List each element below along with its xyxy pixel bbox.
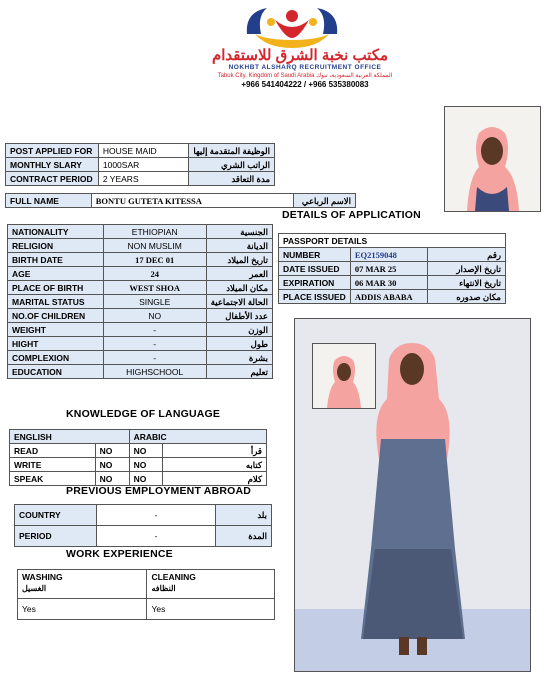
place-issued-value: ADDIS ABABA	[350, 290, 427, 304]
complexion-value: -	[103, 351, 206, 365]
passport-number-label-ar: رقم	[427, 248, 505, 262]
table-row	[279, 234, 506, 248]
passport-number-label: NUMBER	[279, 248, 351, 262]
person-icon	[313, 344, 375, 408]
height-value: -	[103, 337, 206, 351]
table-row	[10, 430, 267, 444]
experience-heading: WORK EXPERIENCE	[66, 548, 173, 560]
contract-period-label: CONTRACT PERIOD	[6, 172, 99, 186]
birth-date-label: BIRTH DATE	[8, 253, 104, 267]
place-issued-label: PLACE ISSUED	[279, 290, 351, 304]
country-value: -	[96, 505, 215, 526]
height-label: HIGHT	[8, 337, 104, 351]
passport-number-value: EQ2159048	[350, 248, 427, 262]
place-of-birth-value: WEST SHOA	[103, 281, 206, 295]
children-label-ar: عدد الأطفال	[206, 309, 272, 323]
post-applied-value: HOUSE MAID	[98, 144, 189, 158]
complexion-label: COMPLEXION	[8, 351, 104, 365]
salary-value: 1000SAR	[98, 158, 189, 172]
washing-label: WASHING	[22, 572, 63, 582]
speak-english: NO	[95, 472, 129, 486]
full-name-value: BONTU GUTETA KITESSA	[91, 194, 293, 208]
table-row	[8, 281, 273, 295]
period-value: -	[96, 526, 215, 547]
education-value: HIGHSCHOOL	[103, 365, 206, 379]
write-label: WRITE	[10, 458, 96, 472]
language-table	[9, 429, 267, 486]
logo	[237, 4, 347, 52]
passport-table	[278, 233, 506, 304]
speak-label-ar: كلام	[163, 472, 267, 486]
date-issued-value: 07 MAR 25	[350, 262, 427, 276]
age-value: 24	[103, 267, 206, 281]
religion-value: NON MUSLIM	[103, 239, 206, 253]
period-label-ar: المدة	[216, 526, 272, 547]
personal-details-table	[7, 224, 273, 379]
employment-table	[14, 504, 272, 547]
table-row	[10, 444, 267, 458]
washing-label-ar: الغسيل	[22, 584, 47, 593]
country-label-ar: بلد	[216, 505, 272, 526]
office-name-english: NOKHBT ALSHARQ RECRUITMENT OFFICE	[228, 64, 382, 71]
post-applied-label: POST APPLIED FOR	[6, 144, 99, 158]
table-row	[18, 570, 275, 599]
language-col-arabic: ARABIC	[129, 430, 266, 444]
office-address: Tabuk City, Kingdom of Saudi Arabia المملكة العربية السعودية، تبوك	[217, 73, 393, 79]
washing-value: Yes	[18, 599, 147, 620]
place-issued-label-ar: مكان صدوره	[427, 290, 505, 304]
table-row	[8, 323, 273, 337]
language-heading: KNOWLEDGE OF LANGUAGE	[66, 408, 221, 420]
nationality-value: ETHIOPIAN	[103, 225, 206, 239]
read-label: READ	[10, 444, 96, 458]
portrait-photo-small	[444, 106, 541, 212]
cleaning-value: Yes	[147, 599, 275, 620]
table-row	[6, 158, 275, 172]
contract-period-label-ar: مدة التعاقد	[189, 172, 275, 186]
table-row	[8, 351, 273, 365]
table-row	[279, 290, 506, 304]
table-row	[279, 248, 506, 262]
country-label: COUNTRY	[15, 505, 97, 526]
place-of-birth-label-ar: مكان الميلاد	[206, 281, 272, 295]
write-label-ar: كتابه	[163, 458, 267, 472]
age-label-ar: العمر	[206, 267, 272, 281]
person-icon	[445, 107, 540, 211]
table-row	[15, 526, 272, 547]
period-label: PERIOD	[15, 526, 97, 547]
cleaning-label: CLEANING	[151, 572, 196, 582]
table-row	[8, 365, 273, 379]
table-row	[279, 276, 506, 290]
expiration-label-ar: تاريخ الانتهاء	[427, 276, 505, 290]
language-col-english: ENGLISH	[10, 430, 130, 444]
portrait-photo-inset	[312, 343, 376, 409]
education-label-ar: تعليم	[206, 365, 272, 379]
weight-value: -	[103, 323, 206, 337]
cleaning-cell	[147, 570, 275, 599]
full-name-label: FULL NAME	[6, 194, 92, 208]
logo-mark-icon	[237, 4, 347, 52]
details-heading: DETAILS OF APPLICATION	[282, 209, 421, 221]
table-row	[8, 225, 273, 239]
job-table	[5, 143, 275, 186]
marital-status-label: MARITAL STATUS	[8, 295, 104, 309]
employment-heading: PREVIOUS EMPLOYMENT ABROAD	[66, 485, 252, 497]
marital-status-value: SINGLE	[103, 295, 206, 309]
religion-label: RELIGION	[8, 239, 104, 253]
nationality-label: NATIONALITY	[8, 225, 104, 239]
write-english: NO	[95, 458, 129, 472]
full-name-table	[5, 193, 356, 208]
nationality-label-ar: الجنسية	[206, 225, 272, 239]
table-row	[8, 267, 273, 281]
children-value: NO	[103, 309, 206, 323]
birth-date-value: 17 DEC 01	[103, 253, 206, 267]
children-label: NO.OF CHILDREN	[8, 309, 104, 323]
write-arabic: NO	[129, 458, 163, 472]
post-applied-label-ar: الوظيفة المتقدمة إليها	[189, 144, 275, 158]
salary-label-ar: الراتب الشري	[189, 158, 275, 172]
table-row	[8, 239, 273, 253]
office-phones: +966 541404222 / +966 535380083	[241, 80, 369, 89]
table-row	[6, 194, 356, 208]
table-row	[10, 458, 267, 472]
passport-title: PASSPORT DETAILS	[279, 234, 506, 248]
table-row	[279, 262, 506, 276]
read-arabic: NO	[129, 444, 163, 458]
table-row	[6, 144, 275, 158]
expiration-value: 06 MAR 30	[350, 276, 427, 290]
salary-label: MONTHLY SLARY	[6, 158, 99, 172]
marital-status-label-ar: الحالة الاجتماعية	[206, 295, 272, 309]
age-label: AGE	[8, 267, 104, 281]
washing-cell	[18, 570, 147, 599]
date-issued-label-ar: تاريخ الإصدار	[427, 262, 505, 276]
table-row	[15, 505, 272, 526]
table-row	[8, 253, 273, 267]
office-name-arabic: مكتب نخبة الشرق للاستقدام	[211, 47, 389, 64]
table-row	[8, 295, 273, 309]
experience-table	[17, 569, 275, 620]
read-label-ar: قرأ	[163, 444, 267, 458]
weight-label-ar: الوزن	[206, 323, 272, 337]
table-row	[8, 337, 273, 351]
read-english: NO	[95, 444, 129, 458]
speak-arabic: NO	[129, 472, 163, 486]
complexion-label-ar: بشرة	[206, 351, 272, 365]
expiration-label: EXPIRATION	[279, 276, 351, 290]
contract-period-value: 2 YEARS	[98, 172, 189, 186]
speak-label: SPEAK	[10, 472, 96, 486]
table-row	[10, 472, 267, 486]
table-row	[8, 309, 273, 323]
education-label: EDUCATION	[8, 365, 104, 379]
cleaning-label-ar: النظافه	[151, 584, 176, 593]
height-label-ar: طول	[206, 337, 272, 351]
full-name-label-ar: الاسم الرباعي	[294, 194, 356, 208]
religion-label-ar: الديانة	[206, 239, 272, 253]
date-issued-label: DATE ISSUED	[279, 262, 351, 276]
table-row	[18, 599, 275, 620]
place-of-birth-label: PLACE OF BIRTH	[8, 281, 104, 295]
birth-date-label-ar: تاريخ الميلاد	[206, 253, 272, 267]
table-row	[6, 172, 275, 186]
weight-label: WEIGHT	[8, 323, 104, 337]
